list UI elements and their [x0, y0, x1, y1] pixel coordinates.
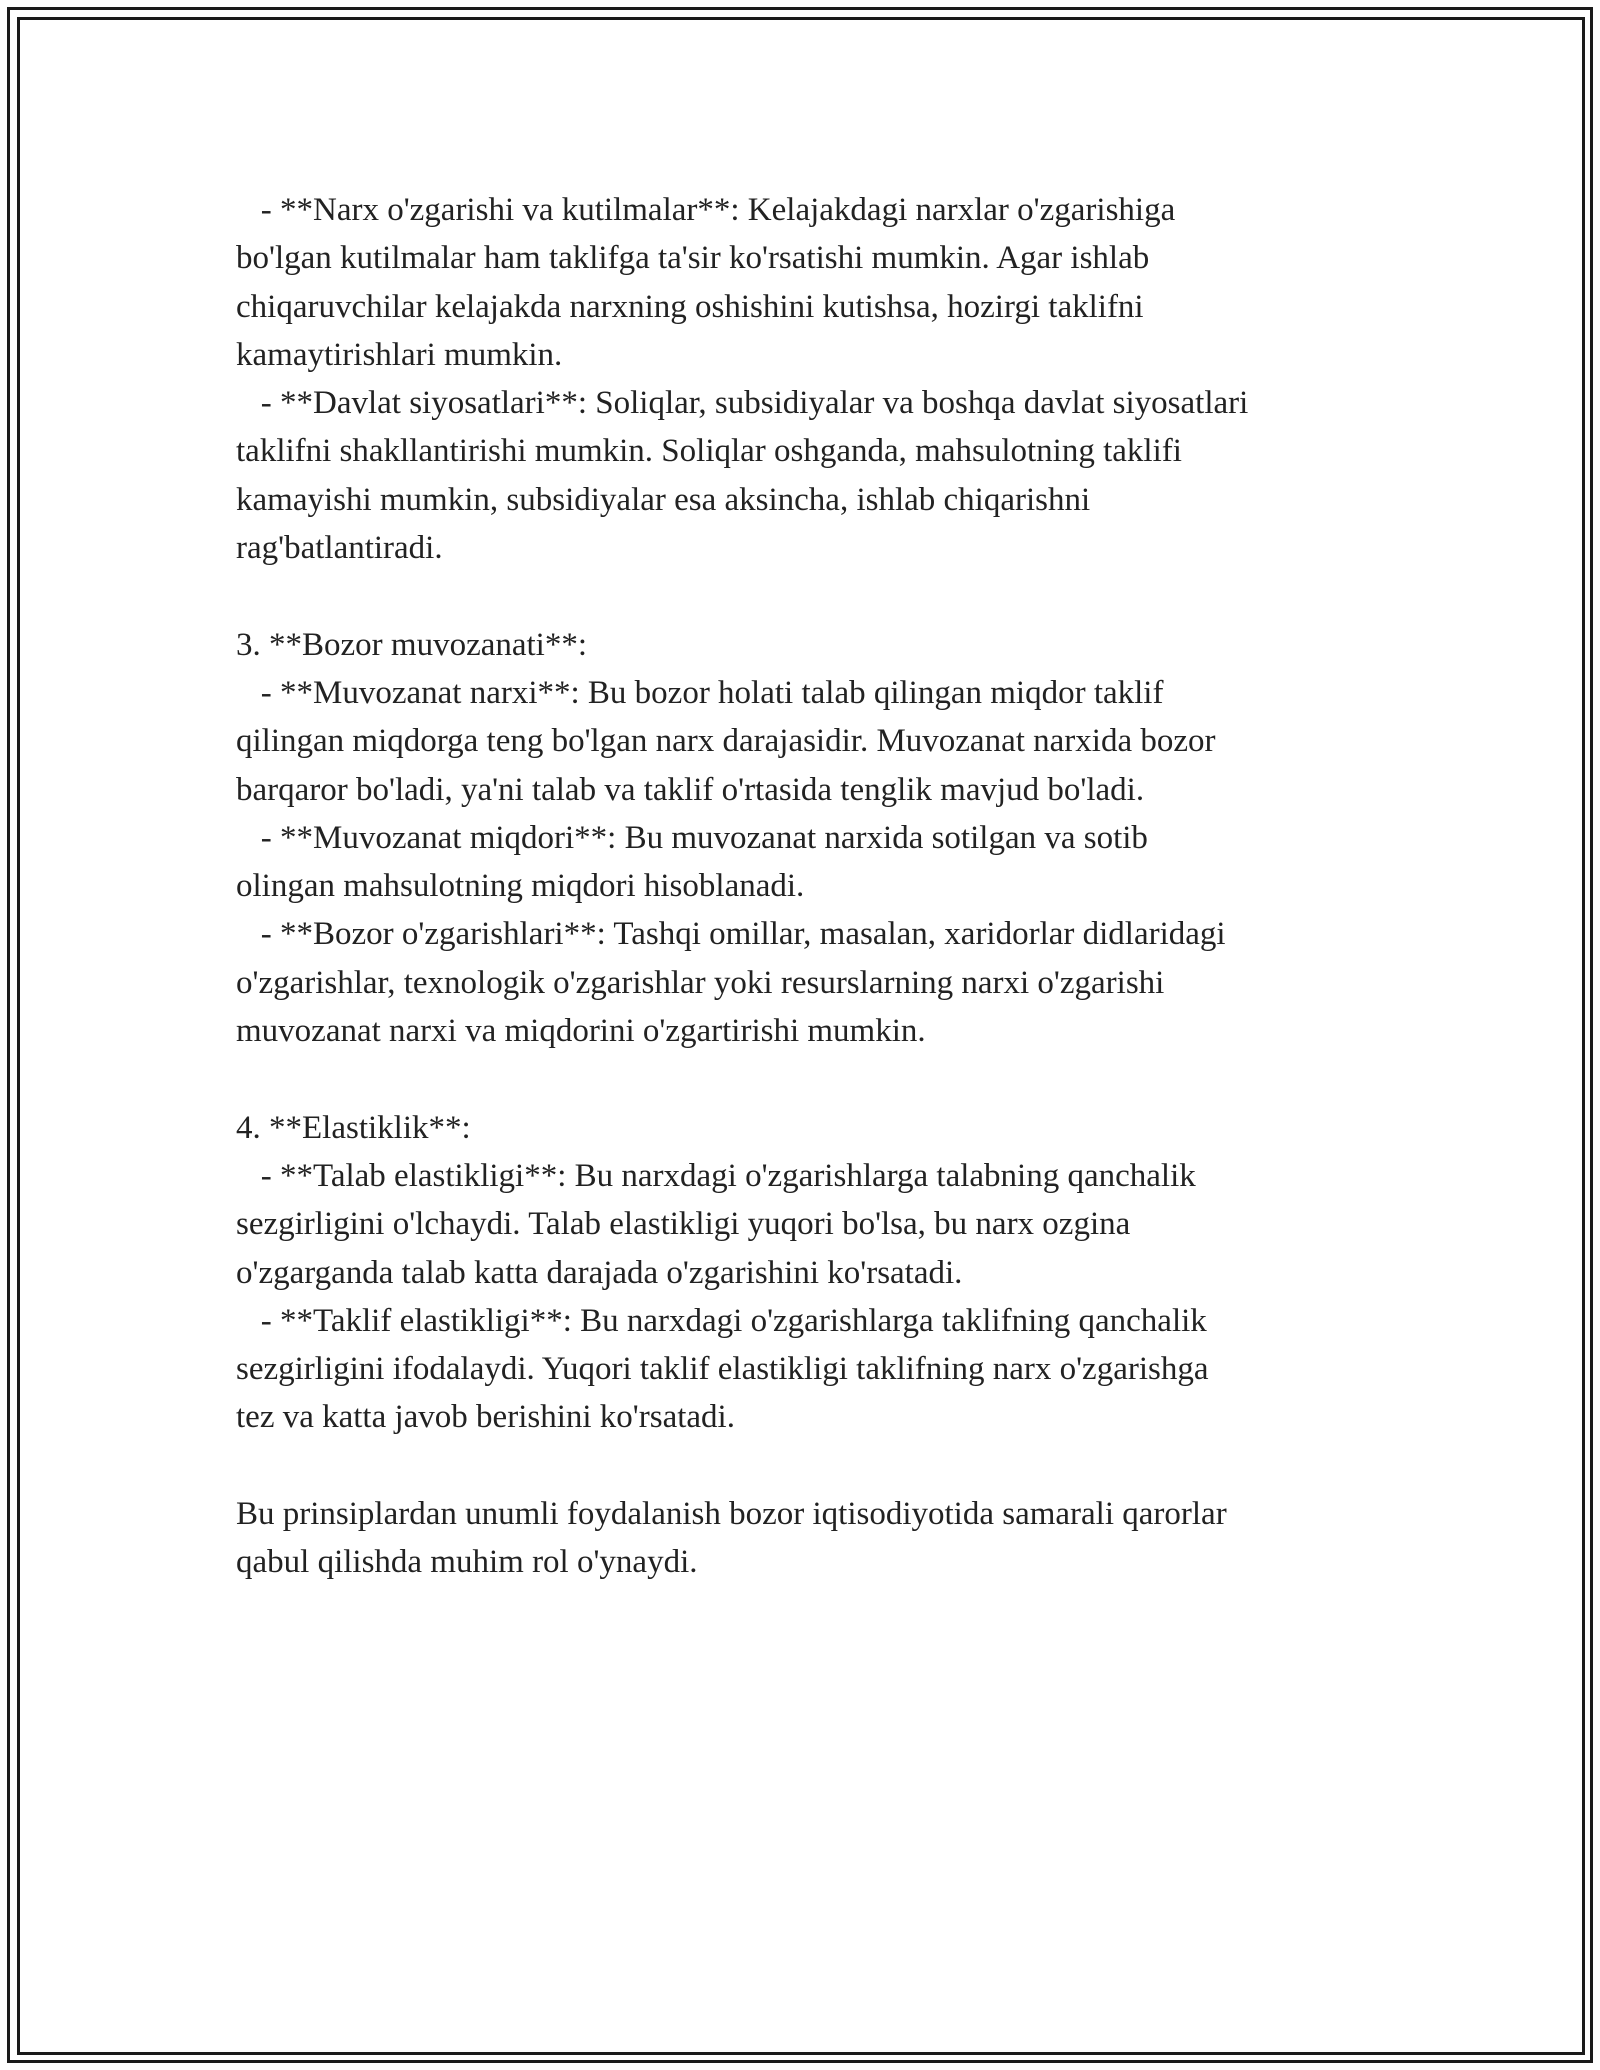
text-line: - **Davlat siyosatlari**: Soliqlar, subsidiyalar va boshqa davlat siyosatlari	[236, 385, 1249, 422]
text-line: Bu prinsiplardan unumli foydalanish bozor iqtisodiyotida samarali qarorlar	[236, 1496, 1227, 1533]
text-line: - **Muvozanat narxi**: Bu bozor holati talab qilingan miqdor taklif	[236, 674, 1164, 711]
text-line: qabul qilishda muhim rol o'ynaydi.	[236, 1544, 698, 1581]
text-line: - **Narx o'zgarishi va kutilmalar**: Kelajakdagi narxlar o'zgarishiga	[236, 192, 1176, 228]
text-line: tez va katta javob berishini ko'rsatadi.	[236, 1399, 735, 1436]
paragraph-gap	[236, 572, 1386, 620]
document-body	[236, 186, 1386, 1587]
text-line: rag'batlantiradi.	[236, 530, 443, 567]
text-line: - **Muvozanat miqdori**: Bu muvozanat narxida sotilgan va sotib	[236, 819, 1148, 856]
text-line: - **Bozor o'zgarishlari**: Tashqi omillar, masalan, xaridorlar didlaridagi	[236, 916, 1226, 953]
text-line: kamayishi mumkin, subsidiyalar esa aksincha, ishlab chiqarishni	[236, 481, 1091, 518]
text-line: - **Taklif elastikligi**: Bu narxdagi o'zgarishlarga taklifning qanchalik	[236, 1302, 1207, 1339]
text-line: chiqaruvchilar kelajakda narxning oshishini kutishsa, hozirgi taklifni	[236, 288, 1144, 325]
text-line: qilingan miqdorga teng bo'lgan narx darajasidir. Muvozanat narxida bozor	[236, 723, 1216, 760]
section-heading: 4. **Elastiklik**:	[236, 1109, 471, 1146]
paragraph-gap	[236, 1055, 1386, 1103]
text-line: barqaror bo'ladi, ya'ni talab va taklif o'rtasida tenglik mavjud bo'ladi.	[236, 771, 1145, 808]
text-line: olingan mahsulotning miqdori hisoblanadi.	[236, 868, 805, 905]
text-line: - **Talab elastikligi**: Bu narxdagi o'zgarishlarga talabning qanchalik	[236, 1157, 1196, 1194]
text-line: sezgirligini ifodalaydi. Yuqori taklif elastikligi taklifning narx o'zgarishga	[236, 1351, 1209, 1388]
text-line: o'zgarishlar, texnologik o'zgarishlar yoki resurslarning narxi o'zgarishi	[236, 964, 1165, 1001]
section-heading: 3. **Bozor muvozanati**:	[236, 626, 588, 663]
text-line: bo'lgan kutilmalar ham taklifga ta'sir ko'rsatishi mumkin. Agar ishlab	[236, 240, 1150, 277]
paragraph-gap	[236, 1442, 1386, 1490]
text-line: o'zgarganda talab katta darajada o'zgarishini ko'rsatadi.	[236, 1254, 963, 1291]
text-line: sezgirligini o'lchaydi. Talab elastikligi yuqori bo'lsa, bu narx ozgina	[236, 1206, 1131, 1243]
text-line: kamaytirishlari mumkin.	[236, 336, 563, 373]
text-line: taklifni shakllantirishi mumkin. Soliqlar oshganda, mahsulotning taklifi	[236, 433, 1182, 470]
text-line: muvozanat narxi va miqdorini o'zgartirishi mumkin.	[236, 1013, 926, 1050]
